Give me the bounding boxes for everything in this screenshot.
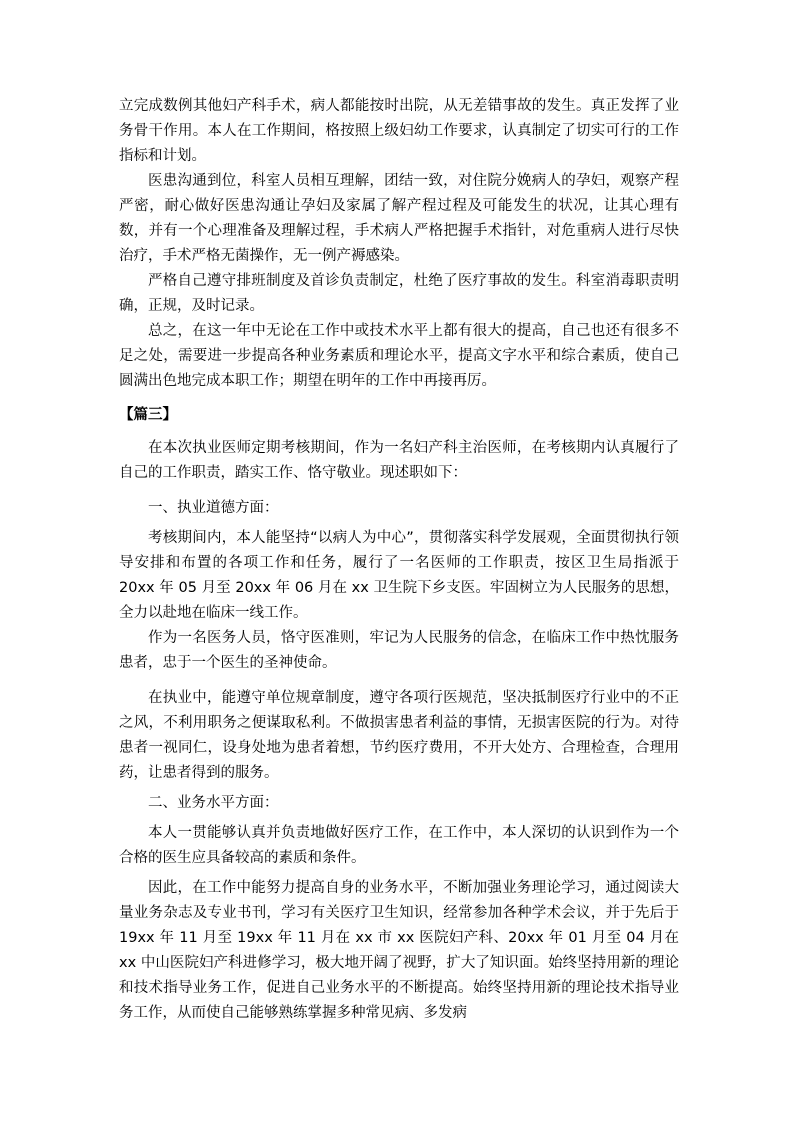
paragraph-medical-staff: 作为一名医务人员，恪守医准则，牢记为人民服务的信念，在临床工作中热忱服务患者，忠于一个医生的圣神使命。	[119, 630, 679, 671]
paragraph-study-training: 因此，在工作中能努力提高自身的业务水平，不断加强业务理论学习，通过阅读大量业务杂志及专业书刊，学习有关医疗卫生知识，经常参加各种学术会议，并于先后于 19xx 年 11 月至 19xx 年 11 月在 xx 市 xx 医院妇产科、20xx 年 01 月至 04 月在 xx 中山医院妇产科进修学习，极大地开阔了视野，扩大了知识面。始终坚持用新的理论和技术指导业务工作，促进自己业务水平的不断提高。始终坚持用新的理论技术指导业务工作，从而使自己能够熟练掌握多种常见病、多发病	[119, 880, 679, 1021]
paragraph-summary: 总之，在这一年中无论在工作中或技术水平上都有很大的提高，自己也还有很多不足之处，需要进一步提高各种业务素质和理论水平，提高文字水平和综合素质，使自己圆满出色地完成本职工作；期望在明年的工作中再接再厉。	[119, 323, 679, 389]
subheading-professional-ethics: 一、执业道德方面：	[148, 500, 279, 516]
paragraph-shift-system: 严格自己遵守排班制度及首诊负责制定，杜绝了医疗事故的发生。科室消毒职责明确，正规，及时记录。	[119, 273, 679, 314]
subheading-professional-level: 二、业务水平方面：	[148, 795, 279, 811]
paragraph-continued: 立完成数例其他妇产科手术，病人都能按时出院，从无差错事故的发生。真正发挥了业务骨干作用。本人在工作期间，格按照上级妇幼工作要求，认真制定了切实可行的工作指标和计划。	[119, 98, 679, 164]
section-heading-part-three: 【篇三】	[119, 407, 177, 423]
paragraph-doctor-patient-communication: 医患沟通到位，科室人员相互理解，团结一致，对住院分娩病人的孕妇，观察产程严密，耐心做好医患沟通让孕妇及家属了解产程过程及可能发生的状况，让其心理有数，并有一个心理准备及理解过程，手术病人严格把握手术指针，对危重病人进行尽快治疗，手术严格无菌操作，无一例产褥感染。	[119, 173, 679, 264]
paragraph-assessment-period: 考核期间内，本人能坚持“以病人为中心”，贯彻落实科学发展观，全面贯彻执行领导安排和布置的各项工作和任务，履行了一名医师的工作职责，按区卫生局指派于 20xx 年 05 月至 20xx 年 06 月在 xx 卫生院下乡支医。牢固树立为人民服务的思想，全力以赴地在临床一线工作。	[119, 530, 679, 621]
paragraph-intro: 在本次执业医师定期考核期间，作为一名妇产科主治医师，在考核期内认真履行了自己的工作职责，踏实工作、恪守敬业。现述职如下：	[119, 440, 679, 481]
paragraph-practice-rules: 在执业中，能遵守单位规章制度，遵守各项行医规范，坚决抵制医疗行业中的不正之风，不利用职务之便谋取私利。不做损害患者利益的事情，无损害医院的行为。对待患者一视同仁，设身处地为患者着想，节约医疗费用，不开大处方、合理检查，合理用药，让患者得到的服务。	[119, 690, 679, 781]
paragraph-responsibility: 本人一贯能够认真并负责地做好医疗工作，在工作中，本人深切的认识到作为一个合格的医生应具备较高的素质和条件。	[119, 825, 679, 866]
